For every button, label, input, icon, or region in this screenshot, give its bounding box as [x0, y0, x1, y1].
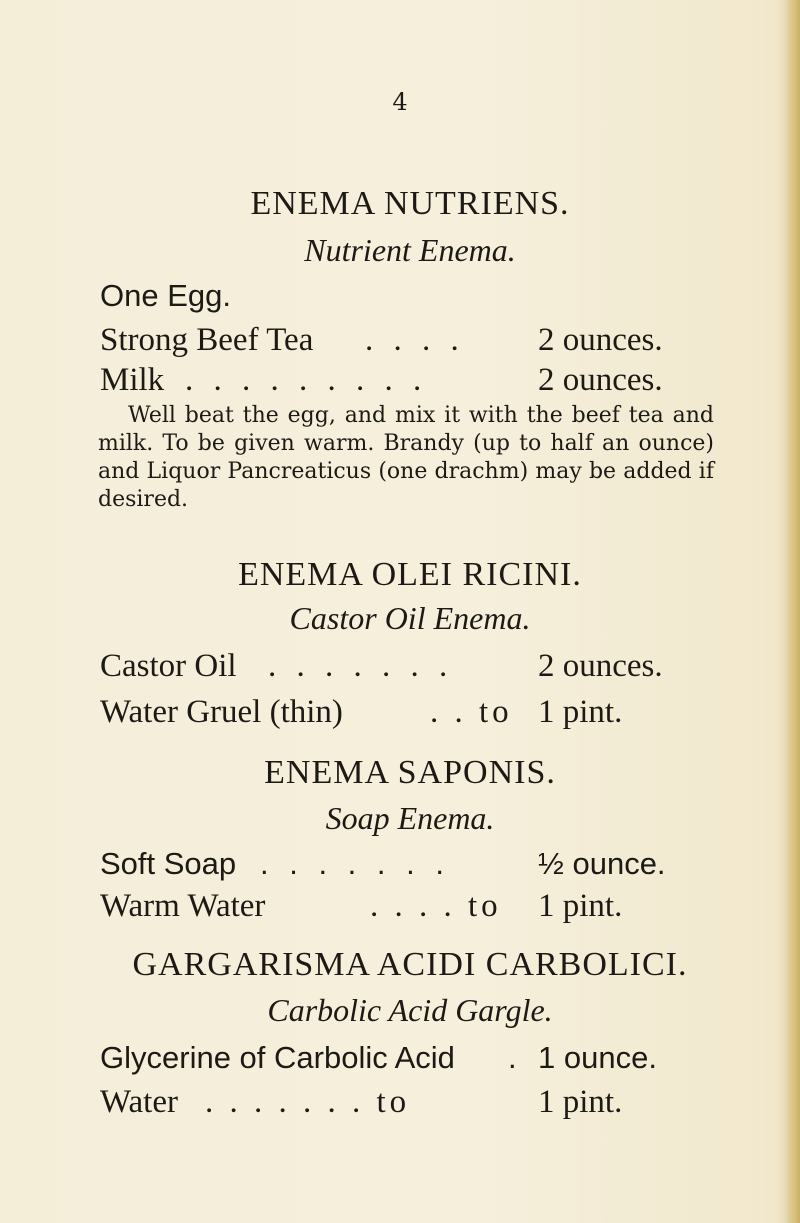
leader-dots: . . . . . . . [260, 846, 450, 881]
leader-dots: . . . . to [370, 888, 502, 924]
leader-dots: . [508, 1040, 523, 1075]
instructions-paragraph [98, 402, 714, 514]
ingredient-quantity: 2 ounces. [538, 322, 663, 358]
leader-dots: . . . . . . . to [205, 1084, 411, 1120]
instructions-text: Well beat the egg, and mix it with the beef tea and milk. To be given warm. Brandy (up to half an ounce) and Liquor Pancreaticus (one drachm) may be added if desired. [98, 403, 714, 512]
ingredient-label: Castor Oil [100, 648, 237, 684]
ingredient-label: Soft Soap [100, 846, 237, 881]
section-subtitle-nutrient: Nutrient Enema. [304, 232, 516, 268]
ingredient-quantity: 1 pint. [538, 694, 623, 730]
section-subtitle-gargle: Carbolic Acid Gargle. [267, 992, 553, 1028]
section-subtitle-soap: Soap Enema. [325, 800, 495, 836]
leader-dots: . . . . [365, 322, 465, 358]
ingredient-label: Warm Water [100, 888, 266, 924]
ingredient-label: Strong Beef Tea [100, 322, 314, 358]
leader-dots: . . . . . . . [268, 648, 454, 684]
section-subtitle-castor: Castor Oil Enema. [289, 600, 531, 636]
ingredient-label: Water Gruel (thin) [100, 694, 343, 730]
ingredient-label: Water [100, 1084, 178, 1120]
leader-dots: . . . . . . . . . [185, 362, 428, 398]
ingredient-quantity: 1 pint. [538, 1084, 623, 1120]
ingredient-label: Milk [100, 362, 165, 398]
section-heading-soap: ENEMA SAPONIS. [264, 754, 556, 791]
ingredient-quantity: 2 ounces. [538, 362, 663, 398]
ingredient-label: Glycerine of Carbolic Acid [100, 1040, 455, 1075]
ingredient-quantity: 1 pint. [538, 888, 623, 924]
section-heading-gargle: GARGARISMA ACIDI CARBOLICI. [132, 946, 688, 983]
leader-dots: . . to [430, 694, 513, 730]
ingredient-quantity: ½ ounce. [538, 846, 666, 881]
page-number: 4 [392, 88, 408, 116]
section-heading-castor: ENEMA OLEI RICINI. [238, 556, 582, 593]
section-heading-nutrient: ENEMA NUTRIENS. [250, 185, 570, 222]
ingredient-quantity: 1 ounce. [538, 1040, 657, 1075]
ingredient-quantity: 2 ounces. [538, 648, 663, 684]
ingredient-label: One Egg. [100, 278, 231, 313]
